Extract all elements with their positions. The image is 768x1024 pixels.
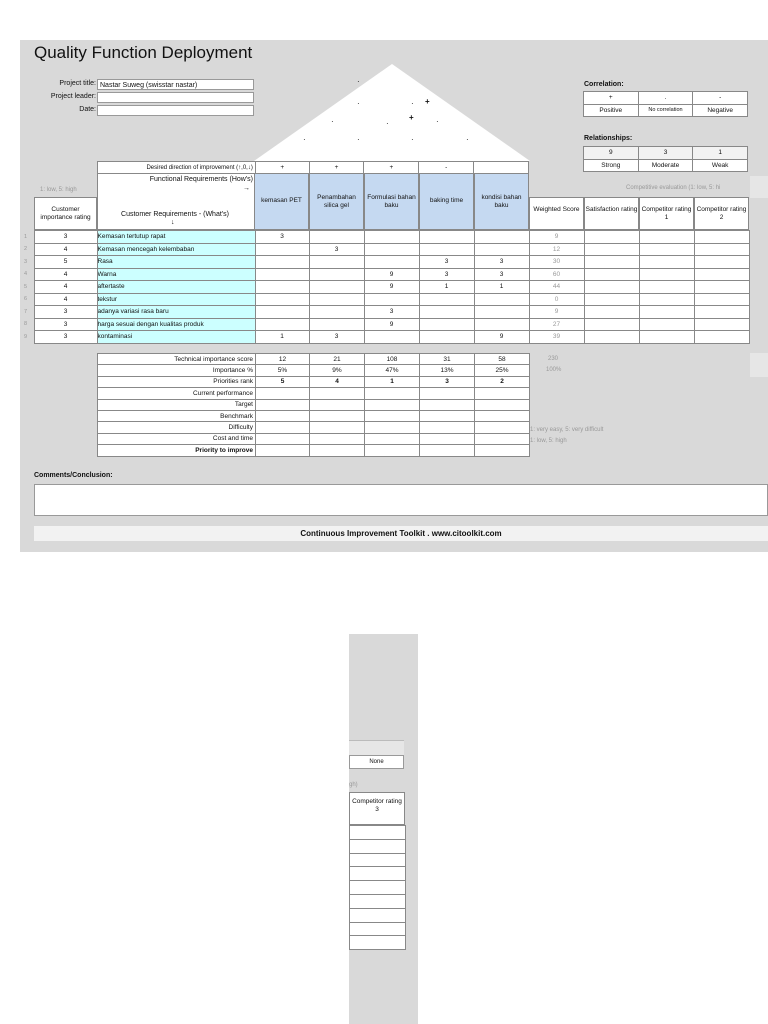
table-row <box>20 268 749 281</box>
footer: Continuous Improvement Toolkit . www.citoolkit.com <box>34 526 768 541</box>
summary-cell[interactable] <box>256 433 310 444</box>
table-row <box>20 243 749 256</box>
importance-rating-cell[interactable]: 4 <box>34 281 97 294</box>
direction-cell[interactable]: + <box>364 162 419 175</box>
summary-cell: 12 <box>256 354 310 365</box>
how-header: Formulasi bahan baku <box>364 173 419 230</box>
competitor1-cell[interactable] <box>639 268 694 281</box>
summary-cell: 13% <box>420 365 475 376</box>
summary-cell: 4 <box>310 376 365 387</box>
table-row <box>350 881 406 895</box>
technical-summary <box>97 353 530 457</box>
relationship-cell[interactable] <box>364 231 419 244</box>
customer-requirement-cell[interactable]: harga sesuai dengan kualitas produk <box>97 318 255 331</box>
customer-requirement-cell[interactable]: kontaminasi <box>97 331 255 344</box>
summary-cell: 47% <box>365 365 420 376</box>
competitor1-cell[interactable] <box>639 281 694 294</box>
summary-row <box>98 433 530 444</box>
customer-requirement-cell[interactable]: Warna <box>97 268 255 281</box>
relationship-cell[interactable] <box>309 231 364 244</box>
relationship-cell[interactable] <box>474 231 529 244</box>
summary-row <box>98 354 530 365</box>
satisfaction-header: Satisfaction rating <box>584 197 639 230</box>
table-row <box>350 908 406 922</box>
cost-note: 1: low, 5: high <box>530 438 567 444</box>
competitor3-cell[interactable] <box>350 908 406 922</box>
table-row <box>20 293 749 306</box>
summary-cell: 5% <box>256 365 310 376</box>
difficulty-note: 1: very easy, 5: very difficult <box>530 427 604 433</box>
summary-cell: 21 <box>310 354 365 365</box>
summary-cell[interactable] <box>420 399 475 410</box>
competitor2-cell[interactable] <box>694 243 749 256</box>
weighted-score-cell: 9 <box>529 231 584 244</box>
summary-cell: 25% <box>475 365 530 376</box>
competitor2-cell[interactable] <box>694 293 749 306</box>
correlation-legend <box>583 91 748 117</box>
correlation-label: No correlation <box>638 104 693 117</box>
weighted-score-cell: 30 <box>529 256 584 269</box>
row-number: 2 <box>24 246 28 253</box>
summary-cell[interactable] <box>475 410 530 421</box>
table-row <box>350 894 406 908</box>
summary-cell: 31 <box>420 354 475 365</box>
relationship-cell[interactable]: 9 <box>364 281 419 294</box>
importance-rating-cell[interactable]: 4 <box>34 243 97 256</box>
summary-cell[interactable] <box>310 433 365 444</box>
summary-label: Cost and time <box>98 433 256 444</box>
comments-label: Comments/Conclusion: <box>34 472 113 479</box>
summary-cell[interactable] <box>420 445 475 456</box>
how-header: Penambahan silica gel <box>309 173 364 230</box>
summary-label: Current performance <box>98 388 256 399</box>
competitor3-cell[interactable] <box>350 936 406 950</box>
relationship-value: 3 <box>638 147 693 160</box>
summary-row <box>98 410 530 421</box>
relationship-value: 1 <box>693 147 748 160</box>
summary-cell[interactable] <box>475 445 530 456</box>
summary-cell[interactable] <box>475 422 530 433</box>
summary-cell[interactable] <box>256 445 310 456</box>
relationship-cell[interactable] <box>364 243 419 256</box>
importance-scale-note: 1: low, 5: high <box>40 187 77 193</box>
summary-label: Difficulty <box>98 422 256 433</box>
customer-req-arrow: ↓ <box>171 219 175 226</box>
customer-requirement-cell[interactable]: Kemasan mencegah kelembaban <box>97 243 255 256</box>
summary-label: Benchmark <box>98 410 256 421</box>
relationship-cell[interactable] <box>474 318 529 331</box>
how-header: baking time <box>419 173 474 230</box>
satisfaction-cell[interactable] <box>584 281 639 294</box>
table-row <box>350 936 406 950</box>
roof-mark: + <box>425 97 430 106</box>
customer-requirement-cell[interactable]: Rasa <box>97 256 255 269</box>
summary-row <box>98 388 530 399</box>
weighted-score-cell: 9 <box>529 306 584 319</box>
date-label: Date: <box>79 106 96 113</box>
relationship-cell[interactable] <box>255 318 309 331</box>
importance-rating-cell[interactable]: 3 <box>34 231 97 244</box>
summary-cell[interactable] <box>256 399 310 410</box>
competitor3-cell[interactable] <box>350 881 406 895</box>
relationship-cell[interactable]: 1 <box>255 331 309 344</box>
satisfaction-cell[interactable] <box>584 243 639 256</box>
how-header: kondisi bahan baku <box>474 173 529 230</box>
relationship-label: Moderate <box>638 159 693 172</box>
roof-mark: · <box>303 135 306 144</box>
summary-cell[interactable] <box>310 388 365 399</box>
competitor1-cell[interactable] <box>639 331 694 344</box>
relationship-cell[interactable]: 9 <box>474 331 529 344</box>
relationship-cell[interactable]: 3 <box>309 331 364 344</box>
roof-mark: · <box>331 117 334 126</box>
project-title-label: Project title: <box>59 80 96 87</box>
weighted-score-cell: 0 <box>529 293 584 306</box>
correlation-roof <box>254 64 530 161</box>
summary-cell: 3 <box>420 376 475 387</box>
satisfaction-cell[interactable] <box>584 231 639 244</box>
summary-cell[interactable] <box>365 399 420 410</box>
table-row <box>350 922 406 936</box>
strip-fragment: gh) <box>349 782 358 788</box>
strip-header-band <box>349 740 404 756</box>
scroll-edge <box>750 353 768 377</box>
relationship-cell[interactable] <box>419 306 474 319</box>
summary-cell[interactable] <box>256 388 310 399</box>
competitor2-cell[interactable] <box>694 268 749 281</box>
customer-requirement-cell[interactable]: adanya variasi rasa baru <box>97 306 255 319</box>
relationship-cell[interactable]: 3 <box>474 268 529 281</box>
competitor3-column <box>349 825 406 950</box>
competitor2-header: Competitor rating 2 <box>694 197 749 230</box>
relationship-cell[interactable]: 3 <box>419 256 474 269</box>
competitive-evaluation-label: Competitive evaluation (1: low, 5: hi <box>626 185 721 191</box>
relationship-cell[interactable]: 3 <box>419 268 474 281</box>
customer-importance-header: Customer importance rating <box>34 197 97 230</box>
relationship-cell[interactable] <box>255 243 309 256</box>
summary-row <box>98 376 530 387</box>
relationship-cell[interactable] <box>255 293 309 306</box>
competitor2-cell[interactable] <box>694 331 749 344</box>
satisfaction-cell[interactable] <box>584 256 639 269</box>
summary-cell[interactable] <box>475 433 530 444</box>
relationship-cell[interactable]: 3 <box>309 243 364 256</box>
satisfaction-cell[interactable] <box>584 318 639 331</box>
relationship-cell[interactable] <box>309 293 364 306</box>
relationship-cell[interactable] <box>474 293 529 306</box>
competitor3-cell[interactable] <box>350 839 406 853</box>
page-title: Quality Function Deployment <box>34 43 253 62</box>
row-number: 7 <box>24 308 28 315</box>
relationship-cell[interactable]: 9 <box>364 318 419 331</box>
weighted-score-header: Weighted Score <box>529 197 584 230</box>
weighted-score-cell: 39 <box>529 331 584 344</box>
summary-cell: 58 <box>475 354 530 365</box>
summary-row <box>98 365 530 376</box>
competitor3-cell[interactable] <box>350 894 406 908</box>
correlation-label: Positive <box>584 104 639 117</box>
summary-row <box>98 422 530 433</box>
table-row <box>20 231 749 244</box>
relationship-cell[interactable] <box>255 281 309 294</box>
functional-requirements-label: Functional Requirements (How's) <box>149 176 253 183</box>
summary-cell[interactable] <box>420 410 475 421</box>
correlation-symbol: - <box>693 92 748 105</box>
relationship-cell[interactable] <box>419 318 474 331</box>
roof-mark: · <box>411 99 414 108</box>
importance-rating-cell[interactable]: 4 <box>34 268 97 281</box>
table-row <box>350 839 406 853</box>
relationship-cell[interactable] <box>309 318 364 331</box>
importance-rating-cell[interactable]: 3 <box>34 318 97 331</box>
summary-cell[interactable] <box>256 422 310 433</box>
satisfaction-cell[interactable] <box>584 331 639 344</box>
competitor3-cell[interactable] <box>350 826 406 840</box>
summary-cell[interactable] <box>365 388 420 399</box>
summary-label: Importance % <box>98 365 256 376</box>
relationships-title: Relationships: <box>584 135 633 142</box>
relationship-value: 9 <box>584 147 639 160</box>
summary-cell: 9% <box>310 365 365 376</box>
row-number: 6 <box>24 296 28 303</box>
relationship-cell[interactable] <box>309 268 364 281</box>
relationship-cell[interactable] <box>419 331 474 344</box>
roof-mark: + <box>409 113 414 122</box>
importance-rating-cell[interactable]: 3 <box>34 331 97 344</box>
importance-rating-cell[interactable]: 3 <box>34 306 97 319</box>
correlation-title: Correlation: <box>584 81 624 88</box>
relationship-cell[interactable]: 1 <box>474 281 529 294</box>
competitor1-cell[interactable] <box>639 231 694 244</box>
total-score: 230 <box>548 356 559 362</box>
competitor1-cell[interactable] <box>639 293 694 306</box>
relationship-cell[interactable]: 3 <box>364 306 419 319</box>
correlation-symbol: + <box>584 92 639 105</box>
table-row <box>20 318 749 331</box>
total-percent: 100% <box>546 367 562 373</box>
summary-label: Priorities rank <box>98 376 256 387</box>
customer-requirements-label: Customer Requirements - (What's) <box>121 211 229 218</box>
customer-requirement-cell[interactable]: Kemasan tertutup rapat <box>97 231 255 244</box>
customer-requirement-cell[interactable]: aftertaste <box>97 281 255 294</box>
competitor1-cell[interactable] <box>639 306 694 319</box>
none-label: None <box>349 755 404 769</box>
competitor3-cell[interactable] <box>350 922 406 936</box>
summary-label: Technical importance score <box>98 354 256 365</box>
relationship-cell[interactable]: 9 <box>364 268 419 281</box>
competitor2-cell[interactable] <box>694 231 749 244</box>
summary-label: Target <box>98 399 256 410</box>
project-leader-field[interactable] <box>97 92 254 103</box>
weighted-score-cell: 27 <box>529 318 584 331</box>
summary-cell[interactable] <box>310 410 365 421</box>
competitor1-cell[interactable] <box>639 243 694 256</box>
summary-cell[interactable] <box>475 399 530 410</box>
roof-mark: · <box>386 119 389 128</box>
relationship-label: Strong <box>584 159 639 172</box>
relationship-cell[interactable] <box>364 331 419 344</box>
correlation-symbol: . <box>638 92 693 105</box>
roof-mark: · <box>466 135 469 144</box>
summary-cell[interactable] <box>420 422 475 433</box>
table-row <box>20 331 749 344</box>
satisfaction-cell[interactable] <box>584 268 639 281</box>
summary-cell[interactable] <box>365 410 420 421</box>
summary-cell[interactable] <box>310 445 365 456</box>
relationship-cell[interactable] <box>309 306 364 319</box>
weighted-score-cell: 60 <box>529 268 584 281</box>
summary-label: Priority to improve <box>98 445 256 456</box>
summary-cell[interactable] <box>256 410 310 421</box>
summary-cell[interactable] <box>420 388 475 399</box>
table-row <box>20 306 749 319</box>
relationship-cell[interactable]: 1 <box>419 281 474 294</box>
project-leader-label: Project leader: <box>50 93 96 100</box>
how-header: kemasan PET <box>254 173 309 230</box>
row-number: 1 <box>24 233 28 240</box>
summary-cell[interactable] <box>365 433 420 444</box>
importance-rating-cell[interactable]: 5 <box>34 256 97 269</box>
relationship-cell[interactable] <box>419 293 474 306</box>
correlation-label: Negative <box>693 104 748 117</box>
competitor2-cell[interactable] <box>694 306 749 319</box>
row-number: 5 <box>24 283 28 290</box>
row-number: 3 <box>24 258 28 265</box>
table-row <box>350 867 406 881</box>
row-number: 8 <box>24 321 28 328</box>
direction-cell[interactable]: - <box>419 162 474 175</box>
summary-cell[interactable] <box>420 433 475 444</box>
summary-cell[interactable] <box>310 399 365 410</box>
comments-field[interactable] <box>34 484 768 516</box>
competitor1-cell[interactable] <box>639 256 694 269</box>
summary-cell: 1 <box>365 376 420 387</box>
relationship-cell[interactable]: 3 <box>255 231 309 244</box>
summary-cell: 108 <box>365 354 420 365</box>
summary-cell[interactable] <box>365 445 420 456</box>
weighted-score-cell: 44 <box>529 281 584 294</box>
customer-requirement-cell[interactable]: tekstur <box>97 293 255 306</box>
roof-mark: · <box>436 117 439 126</box>
relationship-cell[interactable] <box>364 256 419 269</box>
competitor3-header: Competitor rating 3 <box>349 792 405 825</box>
roof-mark: · <box>411 135 414 144</box>
direction-label: Desired direction of improvement (↑,0,↓) <box>98 162 256 175</box>
project-title-field[interactable]: Nastar Suweg (swisstar nastar) <box>97 79 254 90</box>
relationship-cell[interactable] <box>419 243 474 256</box>
satisfaction-cell[interactable] <box>584 293 639 306</box>
table-row <box>20 256 749 269</box>
table-row <box>350 826 406 840</box>
direction-cell[interactable]: + <box>255 162 309 175</box>
satisfaction-cell[interactable] <box>584 306 639 319</box>
summary-row <box>98 445 530 456</box>
row-number: 9 <box>24 333 28 340</box>
relationship-cell[interactable] <box>309 281 364 294</box>
competitor2-cell[interactable] <box>694 256 749 269</box>
relationship-cell[interactable] <box>255 306 309 319</box>
relationship-cell[interactable]: 3 <box>474 256 529 269</box>
roof-mark: · <box>357 77 360 86</box>
competitor2-cell[interactable] <box>694 318 749 331</box>
summary-row <box>98 399 530 410</box>
competitor1-header: Competitor rating 1 <box>639 197 694 230</box>
summary-cell: 5 <box>256 376 310 387</box>
relationship-cell[interactable] <box>474 243 529 256</box>
competitor3-cell[interactable] <box>350 867 406 881</box>
scroll-edge <box>750 176 768 198</box>
roof-mark: · <box>357 135 360 144</box>
summary-cell[interactable] <box>475 388 530 399</box>
relationship-cell[interactable] <box>255 268 309 281</box>
competitor2-cell[interactable] <box>694 281 749 294</box>
relationship-cell[interactable] <box>255 256 309 269</box>
summary-cell[interactable] <box>365 422 420 433</box>
row-number: 4 <box>24 271 28 278</box>
table-row <box>20 281 749 294</box>
relationships-legend <box>583 146 748 172</box>
date-field[interactable] <box>97 105 254 116</box>
relationship-cell[interactable] <box>309 256 364 269</box>
functional-arrow: → <box>243 185 250 192</box>
summary-cell: 2 <box>475 376 530 387</box>
relationship-matrix <box>20 230 750 344</box>
importance-rating-cell[interactable]: 4 <box>34 293 97 306</box>
relationship-cell[interactable] <box>364 293 419 306</box>
competitor3-cell[interactable] <box>350 853 406 867</box>
relationship-label: Weak <box>693 159 748 172</box>
relationship-cell[interactable] <box>419 231 474 244</box>
weighted-score-cell: 12 <box>529 243 584 256</box>
direction-cell[interactable]: + <box>309 162 364 175</box>
competitor1-cell[interactable] <box>639 318 694 331</box>
roof-mark: · <box>357 99 360 108</box>
table-row <box>350 853 406 867</box>
summary-cell[interactable] <box>310 422 365 433</box>
relationship-cell[interactable] <box>474 306 529 319</box>
